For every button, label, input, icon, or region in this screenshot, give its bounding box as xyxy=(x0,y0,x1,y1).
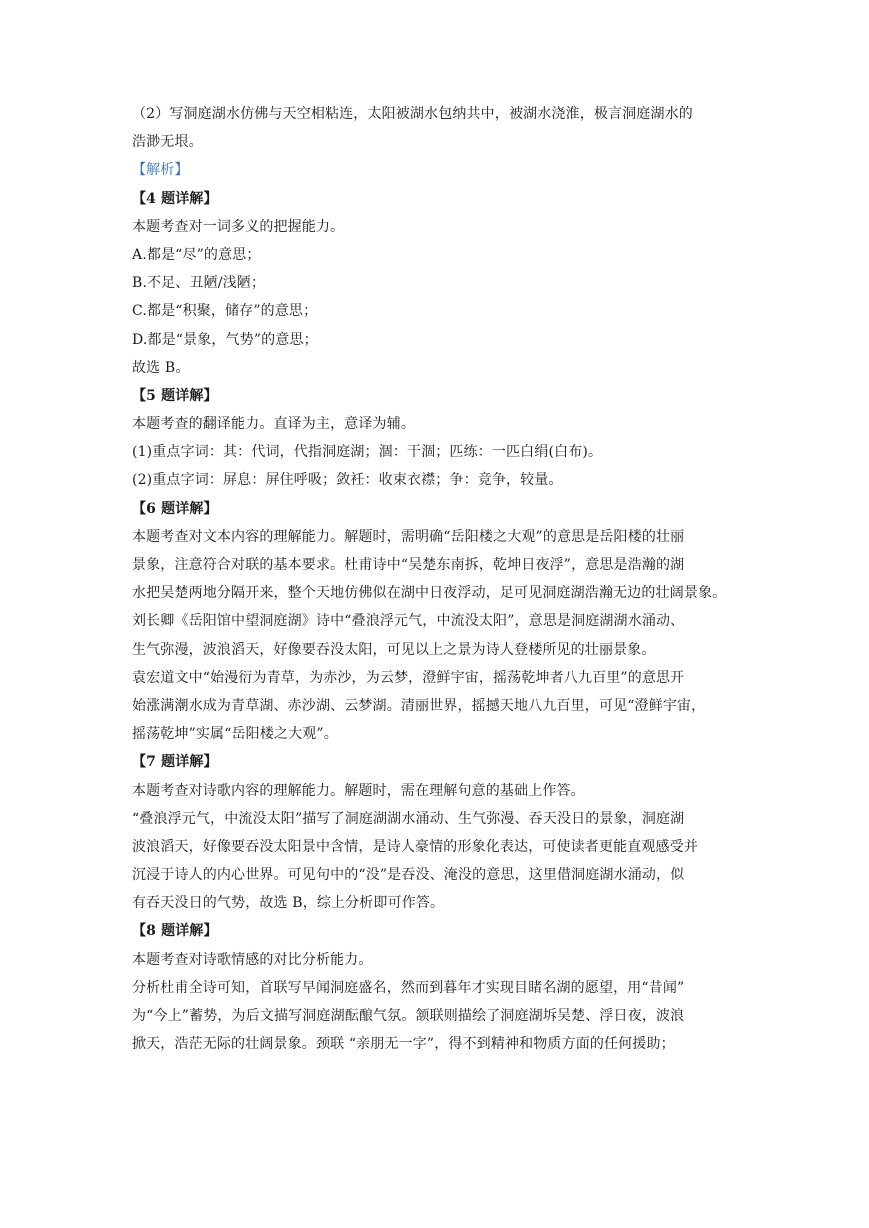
text-line: 本题考查对诗歌内容的理解能力。解题时，需在理解句意的基础上作答。 xyxy=(132,782,585,799)
text-line: 掀天，浩茫无际的壮阔景象。颈联 “亲朋无一字”，得不到精神和物质方面的任何援助； xyxy=(132,1036,675,1053)
text-line: (2)重点字词：屏息：屏住呼吸；敛衽：收束衣襟；争：竞争，较量。 xyxy=(132,472,563,489)
text-line: 始涨满潮水成为青草湖、赤沙湖、云梦湖。清丽世界，摇撼天地八九百里，可见“澄鲜宇宙， xyxy=(132,697,706,714)
section-heading: 【5 题详解】 xyxy=(132,387,218,404)
text-line: 故选 B。 xyxy=(132,359,190,376)
text-line: B.不足、丑陋/浅陋； xyxy=(132,275,266,292)
text-line: 为“今上”蓄势，为后文描写洞庭湖酝酿气氛。颔联则描绘了洞庭湖坼吴楚、浮日夜，波浪 xyxy=(132,1008,685,1024)
section-heading: 【6 题详解】 xyxy=(132,500,218,517)
text-line: 本题考查的翻译能力。直译为主，意译为辅。 xyxy=(132,416,415,433)
document-body xyxy=(132,100,744,1058)
text-line: (1)重点字词：其：代词，代指洞庭湖；涸：干涸；匹练：一匹白绢(白布)。 xyxy=(132,444,603,461)
text-line: “叠浪浮元气，中流没太阳”描写了洞庭湖湖水涌动、生气弥漫、吞天没日的景象，洞庭湖 xyxy=(132,810,685,827)
text-line: 本题考查对一词多义的把握能力。 xyxy=(132,218,345,235)
text-line: 生气弥漫，波浪滔天，好像要吞没太阳，可见以上之景为诗人登楼所见的壮丽景象。 xyxy=(132,641,656,658)
text-line: C.都是“积聚，储存”的意思； xyxy=(132,303,318,320)
text-line: 水把吴楚两地分隔开来，整个天地仿佛似在湖中日夜浮动，足可见洞庭湖浩瀚无边的壮阔景象。 xyxy=(132,585,727,602)
text-line: D.都是“景象，气势”的意思； xyxy=(132,331,318,348)
text-line: 本题考查对诗歌情感的对比分析能力。 xyxy=(132,951,373,968)
text-line: 刘长卿《岳阳馆中望洞庭湖》诗中“叠浪浮元气，中流没太阳”，意思是洞庭湖湖水涌动、 xyxy=(132,613,685,630)
text-line: 沉浸于诗人的内心世界。可见句中的“没”是吞没、淹没的意思，这里借洞庭湖水涌动，似 xyxy=(132,867,685,884)
text-line: 袁宏道文中“始漫衍为青草，为赤沙，为云梦，澄鲜宇宙，摇荡乾坤者八九百里”的意思开 xyxy=(132,669,685,686)
section-heading: 【8 题详解】 xyxy=(132,923,218,940)
text-line: 摇荡乾坤”实属“岳阳楼之大观”。 xyxy=(132,726,338,743)
analysis-heading: 【解析】 xyxy=(132,162,189,179)
text-line: 景象，注意符合对联的基本要求。杜甫诗中“吴楚东南拆，乾坤日夜浮”，意思是浩瀚的湖 xyxy=(132,557,685,573)
text-line: 分析杜甫全诗可知，首联写早闻洞庭盛名，然而到暮年才实现目睹名湖的愿望，用“昔闻” xyxy=(132,979,685,996)
text-line: 本题考查对文本内容的理解能力。解题时，需明确“岳阳楼之大观”的意思是岳阳楼的壮丽 xyxy=(132,528,685,545)
text-line: 浩渺无垠。 xyxy=(132,134,203,151)
section-heading: 【4 题详解】 xyxy=(132,190,218,207)
section-heading: 【7 题详解】 xyxy=(132,754,218,771)
text-line: A.都是“尽”的意思； xyxy=(132,246,261,263)
text-line: 有吞天没日的气势，故选 B，综上分析即可作答。 xyxy=(132,895,445,912)
text-line: （2）写洞庭湖水仿佛与天空相粘连，太阳被湖水包纳共中，被湖水浇淮，极言洞庭湖水的 xyxy=(132,106,693,122)
text-line: 波浪滔天，好像要吞没太阳景中含情，是诗人豪情的形象化表达，可使读者更能直观感受并 xyxy=(132,838,698,855)
